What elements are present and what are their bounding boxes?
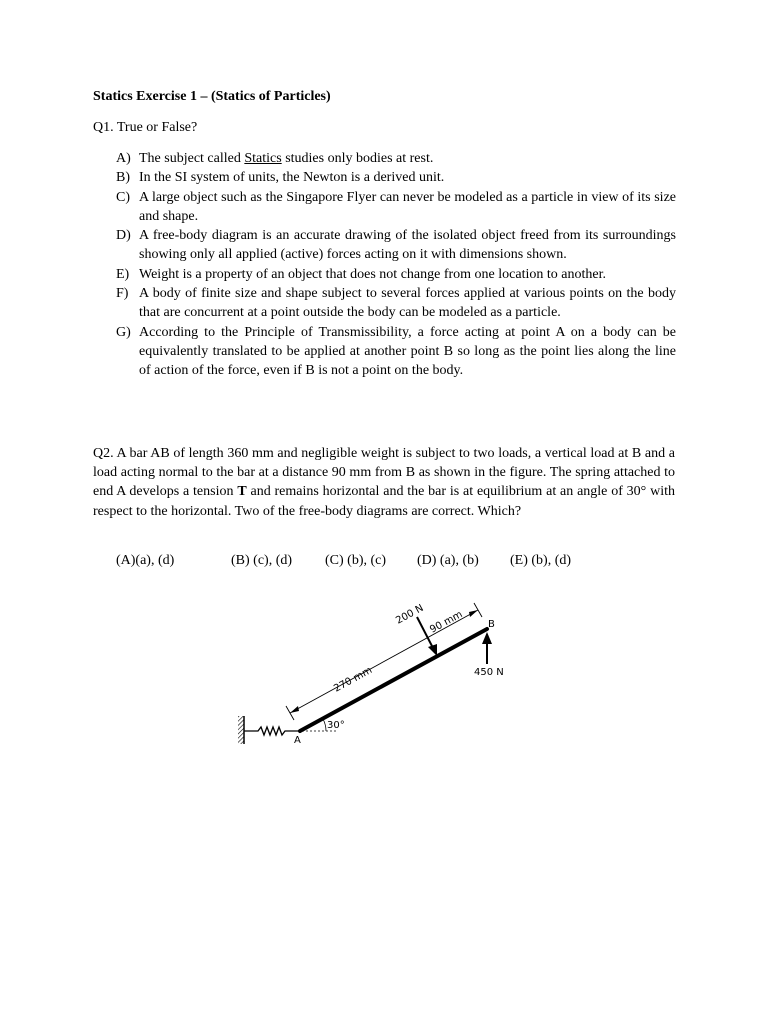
load-200n-arrowhead xyxy=(428,644,437,656)
statement-label: A) xyxy=(116,151,131,166)
angle-label: 30° xyxy=(327,720,345,731)
dimension-90mm: 90 mm xyxy=(428,609,465,636)
q2-text-start: Q2. A bar AB of length 360 mm and negligible weight is subject to two loads, a vertical load at B and a load acting normal to the bar at a distance 90 mm from B as shown in the figure. The spring attached to end A develops a tension xyxy=(93,446,675,500)
wall-support xyxy=(238,716,244,744)
statement-label: D) xyxy=(116,228,131,244)
statement-text: A body of finite size and shape subject to several forces applied at various points on the body that are concurrent at a point outside the body can be modeled as a particle. xyxy=(139,286,676,321)
statement-label: B) xyxy=(116,170,130,186)
statement-text: The subject called xyxy=(139,151,245,166)
statement-label: F) xyxy=(116,286,129,302)
angle-arc xyxy=(323,719,326,731)
q1-prompt: Q1. True or False? xyxy=(93,120,198,135)
load-200n-arrow xyxy=(417,617,433,648)
dimension-arrow-b xyxy=(469,610,478,617)
statement-text: In the SI system of units, the Newton is a derived unit. xyxy=(139,170,445,186)
q2-text-end: and remains horizontal and the bar is at equilibrium at an angle of 30° with respect to the horizontal. Two of the free-body diagrams are correct. Which? xyxy=(93,484,675,519)
point-b-label: B xyxy=(488,619,495,630)
statement-label: G) xyxy=(116,324,131,340)
spring xyxy=(244,727,300,735)
statement-text: studies only bodies at rest. xyxy=(281,151,434,166)
underlined-term: Statics xyxy=(244,151,282,166)
bar-ab xyxy=(300,629,487,731)
load-450n-label: 450 N xyxy=(474,667,504,678)
statement-text: A free-body diagram is an accurate drawing of the isolated object freed from its surroundings showing only all applied (active) forces acting on it with dimensions shown. xyxy=(139,228,676,263)
choice-b: (B) (c), (d) xyxy=(231,553,293,568)
page-title: Statics Exercise 1 – (Statics of Particles) xyxy=(93,89,331,104)
load-200n-label: 200 N xyxy=(394,602,426,627)
tension-symbol: T xyxy=(237,484,247,500)
choice-e: (E) (b), (d) xyxy=(510,553,572,568)
statement-text: Weight is a property of an object that does not change from one location to another. xyxy=(139,266,606,282)
statement-text: A large object such as the Singapore Flyer can never be modeled as a particle in view of its size and shape. xyxy=(139,189,676,224)
load-450n-arrowhead xyxy=(482,632,492,644)
choice-a: (A)(a), (d) xyxy=(116,553,175,568)
statement-label: E) xyxy=(116,266,130,282)
statement-label: C) xyxy=(116,189,130,205)
choice-c: (C) (b), (c) xyxy=(325,553,387,568)
choice-d: (D) (a), (b) xyxy=(417,553,479,568)
statement-text: According to the Principle of Transmissibility, a force acting at point A on a body can be equivalently translated to be applied at another point B so long as the point lies along the line of action of the force, even if B is not a point on the body. xyxy=(139,324,676,379)
dimension-arrow-a xyxy=(290,706,299,713)
point-a-label: A xyxy=(294,735,301,746)
dimension-270mm: 270 mm xyxy=(332,664,375,695)
